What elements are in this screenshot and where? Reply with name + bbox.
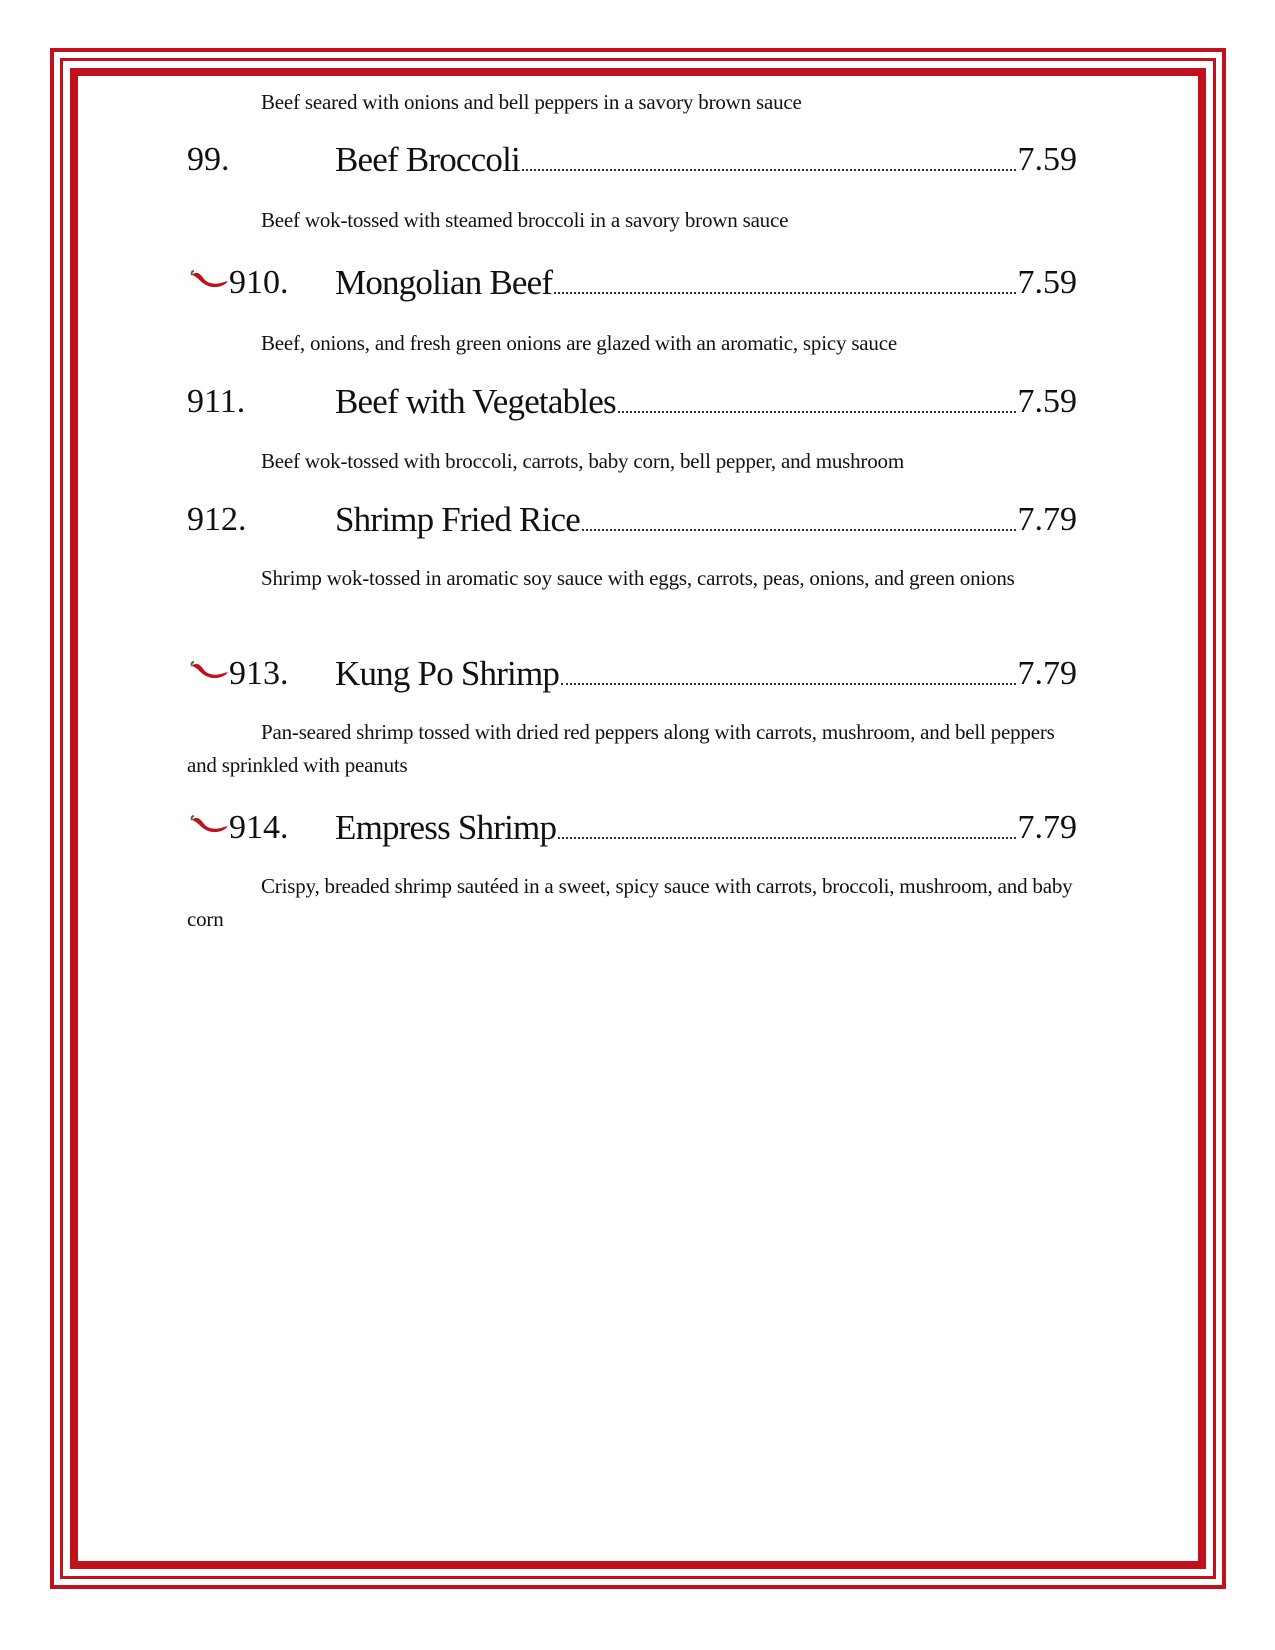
dot-leader — [582, 528, 1016, 531]
item-description: Shrimp wok-tossed in aromatic soy sauce with eggs, carrots, peas, onions, and green onions — [261, 566, 1015, 590]
dot-leader — [558, 836, 1015, 839]
menu-item-911 — [187, 376, 1077, 422]
chili-pepper-icon — [190, 660, 230, 682]
item-description: Beef, onions, and fresh green onions are glazed with an aromatic, spicy sauce — [261, 331, 897, 355]
item-name: Kung Po Shrimp — [335, 654, 560, 693]
item-price: 7.59 — [1017, 383, 1077, 420]
item-number: 913. — [229, 655, 289, 692]
item-number: 910. — [229, 264, 289, 301]
item-number-wrap — [187, 808, 335, 848]
item-number-wrap — [187, 263, 335, 303]
item-description: Beef wok-tossed with broccoli, carrots, baby corn, bell pepper, and mushroom — [261, 449, 904, 473]
chili-pepper-icon — [190, 814, 230, 836]
item-name: Beef with Vegetables — [335, 382, 616, 421]
dot-leader — [554, 291, 1015, 294]
item-number: 911. — [187, 383, 246, 420]
menu-item-912 — [187, 494, 1077, 540]
item-name: Mongolian Beef — [335, 263, 553, 302]
item-number: 99. — [187, 141, 230, 178]
item-name: Beef Broccoli — [335, 140, 520, 179]
menu-item-99 — [187, 134, 1077, 180]
menu-item-913 — [187, 648, 1077, 694]
item-price: 7.79 — [1017, 809, 1077, 846]
item-price: 7.79 — [1017, 501, 1077, 538]
item-price: 7.79 — [1017, 655, 1077, 692]
item-name: Empress Shrimp — [335, 808, 557, 847]
item-name: Shrimp Fried Rice — [335, 500, 580, 539]
item-description: Beef wok-tossed with steamed broccoli in a savory brown sauce — [261, 208, 789, 232]
dot-leader — [618, 410, 1016, 413]
intro-description: Beef seared with onions and bell peppers in a savory brown sauce — [261, 90, 802, 114]
item-number-wrap — [187, 654, 335, 694]
item-number: 914. — [229, 809, 289, 846]
item-price: 7.59 — [1017, 264, 1077, 301]
item-description: Pan-seared shrimp tossed with dried red peppers along with carrots, mushroom, and bell peppers and sprinkled with peanuts — [187, 720, 1055, 777]
menu-item-910 — [187, 257, 1077, 303]
menu-item-914 — [187, 802, 1077, 848]
chili-pepper-icon — [190, 269, 230, 291]
dot-leader — [561, 682, 1015, 685]
item-number: 912. — [187, 501, 247, 538]
item-price: 7.59 — [1017, 141, 1077, 178]
dot-leader — [522, 168, 1016, 171]
item-description: Crispy, breaded shrimp sautéed in a sweet, spicy sauce with carrots, broccoli, mushroom, and baby corn — [187, 874, 1073, 931]
